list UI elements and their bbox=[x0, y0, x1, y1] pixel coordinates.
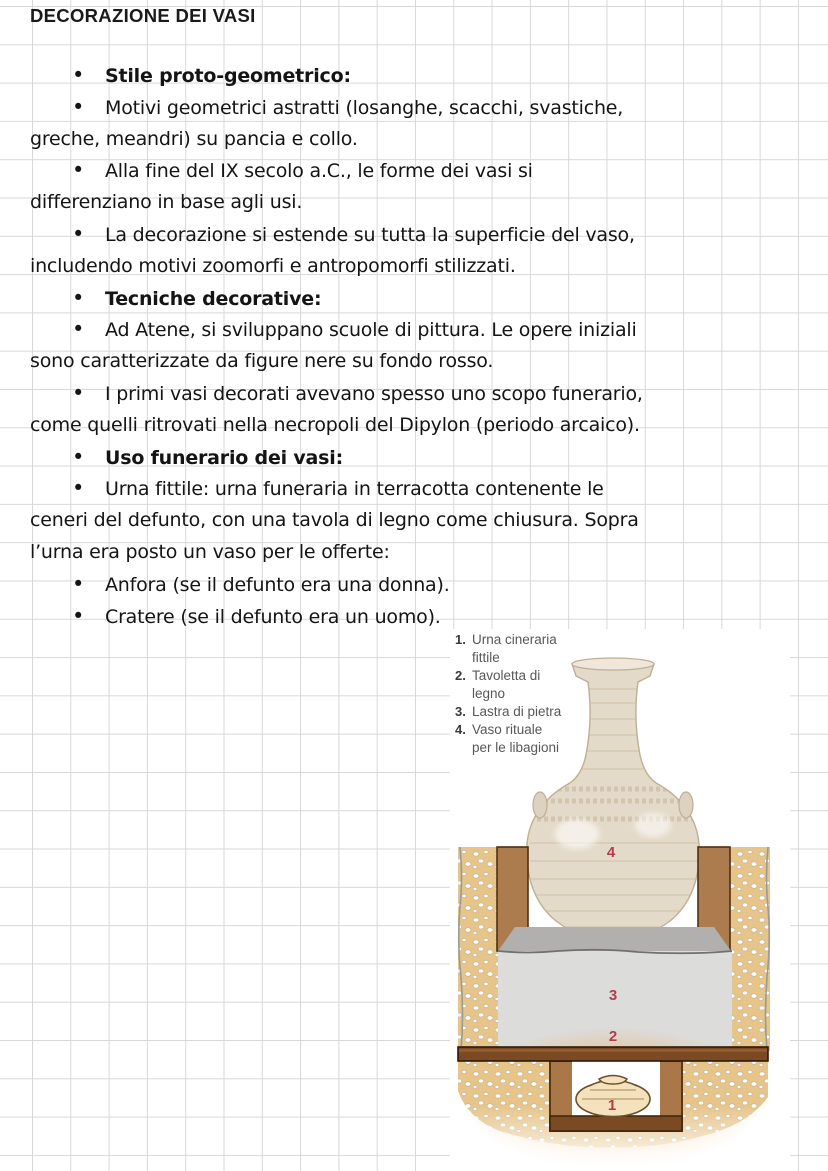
wood-plank-graphic bbox=[458, 1047, 768, 1061]
note-line bbox=[30, 219, 828, 251]
bullet-dot: • bbox=[72, 571, 85, 596]
marker-plank: 2 bbox=[608, 1028, 618, 1045]
legend-number: 1. bbox=[455, 632, 466, 647]
note-text: I primi vasi decorati avevano spesso uno scopo funerario, bbox=[105, 382, 643, 405]
pit-soil-left bbox=[458, 847, 498, 1051]
bullet-dot: • bbox=[72, 63, 85, 87]
note-text: differenziano in base agli usi. bbox=[30, 191, 303, 214]
note-text: Tecniche decorative: bbox=[105, 287, 322, 310]
note-text: ceneri del defunto, con una tavola di legno come chiusura. Sopra bbox=[30, 509, 639, 532]
note-text: La decorazione si estende su tutta la superficie del vaso, bbox=[105, 223, 635, 246]
bullet-dot: • bbox=[72, 476, 85, 501]
note-line bbox=[30, 92, 828, 124]
note-line bbox=[30, 505, 828, 537]
bullet-dot: • bbox=[72, 444, 85, 469]
note-text: sono caratterizzate da figure nere su fondo rosso. bbox=[30, 350, 494, 373]
marker-vase: 4 bbox=[606, 844, 616, 861]
note-line bbox=[30, 283, 828, 315]
note-line bbox=[30, 346, 828, 378]
burial-diagram bbox=[450, 629, 790, 1171]
note-line bbox=[30, 473, 828, 505]
note-text: includendo motivi zoomorfi e antropomorfi stilizzati. bbox=[30, 254, 516, 277]
note-text: greche, meandri) su pancia e collo. bbox=[30, 127, 358, 150]
bullet-dot: • bbox=[72, 380, 85, 405]
note-line bbox=[30, 569, 828, 601]
legend-number: 4. bbox=[455, 722, 466, 737]
note-line bbox=[30, 155, 828, 187]
note-line bbox=[30, 442, 828, 474]
bullet-dot: • bbox=[72, 603, 85, 628]
notes-body bbox=[0, 60, 828, 632]
note-text: Anfora (se il defunto era una donna). bbox=[105, 573, 450, 596]
bullet-dot: • bbox=[72, 285, 85, 310]
legend-label: Lastra di pietra bbox=[472, 704, 562, 719]
note-line bbox=[30, 187, 828, 219]
note-line bbox=[30, 60, 828, 92]
note-line bbox=[30, 537, 828, 569]
marker-urn: 1 bbox=[607, 1097, 617, 1114]
legend-label: Tavoletta di legno bbox=[472, 668, 541, 701]
note-text: Ad Atene, si sviluppano scuole di pittura. Le opere iniziali bbox=[105, 319, 637, 342]
bullet-dot: • bbox=[72, 221, 85, 246]
note-line bbox=[30, 314, 828, 346]
note-text: Alla fine del IX secolo a.C., le forme dei vasi si bbox=[105, 160, 533, 183]
legend-item bbox=[455, 667, 575, 703]
legend-label: Vaso rituale per le libagioni bbox=[472, 722, 560, 755]
legend-item bbox=[455, 721, 575, 757]
legend-label: Urna cineraria fittile bbox=[472, 632, 557, 665]
page-title: DECORAZIONE DEI VASI bbox=[30, 5, 256, 26]
bullet-dot: • bbox=[72, 317, 85, 342]
note-text: Urna fittile: urna funeraria in terracotta contenente le bbox=[105, 478, 604, 501]
figure-legend bbox=[455, 631, 575, 757]
note-text: Cratere (se il defunto era un uomo). bbox=[105, 605, 441, 628]
note-text: l’urna era posto un vaso per le offerte: bbox=[30, 540, 390, 563]
bullet-dot: • bbox=[72, 94, 85, 119]
pit-soil-right bbox=[730, 847, 770, 1051]
bullet-dot: • bbox=[72, 158, 85, 183]
note-line bbox=[30, 410, 828, 442]
note-text: Motivi geometrici astratti (losanghe, scacchi, svastiche, bbox=[105, 96, 624, 119]
note-text: Uso funerario dei vasi: bbox=[105, 446, 343, 469]
note-line bbox=[30, 251, 828, 283]
note-line bbox=[30, 601, 828, 633]
legend-number: 3. bbox=[455, 704, 466, 719]
note-text: Stile proto-geometrico: bbox=[105, 65, 351, 87]
legend-item bbox=[455, 631, 575, 667]
legend-item bbox=[455, 703, 575, 721]
note-line bbox=[30, 124, 828, 156]
legend-number: 2. bbox=[455, 668, 466, 683]
note-text: come quelli ritrovati nella necropoli del Dipylon (periodo arcaico). bbox=[30, 413, 640, 436]
marker-slab: 3 bbox=[608, 987, 618, 1004]
note-line bbox=[30, 378, 828, 410]
